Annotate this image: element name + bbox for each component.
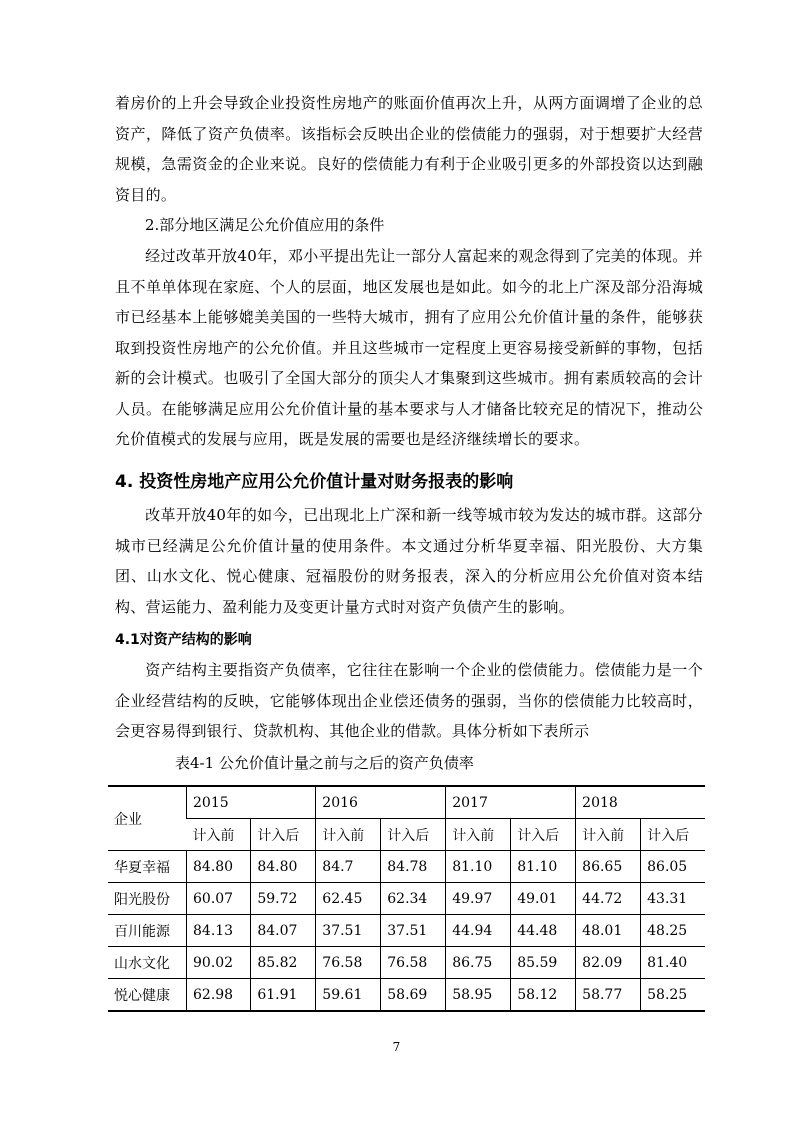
value-cell: 84.80	[187, 851, 251, 883]
value-cell: 62.45	[316, 883, 381, 915]
value-cell: 81.40	[641, 947, 705, 979]
value-cell: 84.78	[381, 851, 446, 883]
table-header-row-sub	[108, 819, 705, 851]
value-cell: 37.51	[316, 915, 381, 947]
table-row	[108, 947, 705, 979]
company-name-cell: 百川能源	[108, 915, 187, 947]
value-cell: 82.09	[576, 947, 641, 979]
value-cell: 62.98	[187, 979, 251, 1012]
table-row	[108, 915, 705, 947]
paragraph-asset-structure	[115, 655, 703, 747]
table-caption: 表4-1 公允价值计量之前与之后的资产负债率	[175, 754, 474, 772]
table-header-row-years	[108, 786, 705, 819]
value-cell: 86.65	[576, 851, 641, 883]
value-cell: 43.31	[641, 883, 705, 915]
sub-header-before: 计入前	[316, 819, 381, 851]
section-heading-4: 4. 投资性房地产应用公允价值计量对财务报表的影响	[115, 472, 514, 492]
value-cell: 84.80	[251, 851, 316, 883]
value-cell: 76.58	[316, 947, 381, 979]
value-cell: 62.34	[381, 883, 446, 915]
subheading-2: 2.部分地区满足公允价值应用的条件	[145, 216, 385, 234]
value-cell: 48.25	[641, 915, 705, 947]
value-cell: 44.94	[446, 915, 511, 947]
value-cell: 76.58	[381, 947, 446, 979]
value-cell: 61.91	[251, 979, 316, 1012]
value-cell: 81.10	[511, 851, 576, 883]
sub-header-before: 计入前	[576, 819, 641, 851]
value-cell: 58.77	[576, 979, 641, 1012]
value-cell: 59.72	[251, 883, 316, 915]
table-row	[108, 851, 705, 883]
debt-ratio-table	[108, 785, 705, 1012]
sub-header-after: 计入后	[381, 819, 446, 851]
table-corner-cell: 企业	[108, 786, 187, 851]
value-cell: 58.95	[446, 979, 511, 1012]
value-cell: 48.01	[576, 915, 641, 947]
year-header-2016: 2016	[316, 786, 446, 819]
value-cell: 84.7	[316, 851, 381, 883]
value-cell: 86.75	[446, 947, 511, 979]
company-name-cell: 悦心健康	[108, 979, 187, 1012]
section-heading-4-1: 4.1对资产结构的影响	[115, 632, 252, 648]
value-cell: 49.97	[446, 883, 511, 915]
value-cell: 58.12	[511, 979, 576, 1012]
paragraph-conditions	[115, 241, 703, 455]
company-name-cell: 山水文化	[108, 947, 187, 979]
page-number: 7	[392, 1040, 401, 1054]
value-cell: 81.10	[446, 851, 511, 883]
sub-header-before: 计入前	[187, 819, 251, 851]
sub-header-after: 计入后	[251, 819, 316, 851]
paragraph-continuation: 着房价的上升会导致企业投资性房地产的账面价值再次上升，从两方面调增了企业的总资产，降低了资产负债率。该指标会反映出企业的偿债能力的强弱，对于想要扩大经营规模，急需资金的企业来说。良好的偿债能力有利于企业吸引更多的外部投资以达到融资目的。	[115, 94, 703, 204]
paragraph-conditions-text: 经过改革开放40年，邓小平提出先让一部分人富起来的观念得到了完美的体现。并且不单单体现在家庭、个人的层面，地区发展也是如此。如今的北上广深及部分沿海城市已经基本上能够媲美美国的一些特大城市，拥有了应用公允价值计量的条件，能够获取到投资性房地产的公允价值。并且这些城市一定程度上更容易接受新鲜的事物，包括新的会计模式。也吸引了全国大部分的顶尖人才集聚到这些城市。拥有素质较高的会计人员。在能够满足应用公允价值计量的基本要求与人才储备比较充足的情况下，推动公允价值模式的发展与应用，既是发展的需要也是经济继续增长的要求。	[115, 247, 703, 448]
value-cell: 86.05	[641, 851, 705, 883]
paragraph-intro-text: 改革开放40年的如今，已出现北上广深和新一线等城市较为发达的城市群。这部分城市已经满足公允价值计量的使用条件。本文通过分析华夏幸福、阳光股份、大方集团、山水文化、悦心健康、冠福股份的财务报表，深入的分析应用公允价值对资本结构、营运能力、盈利能力及变更计量方式时对资产负债产生的影响。	[115, 506, 703, 616]
value-cell: 59.61	[316, 979, 381, 1012]
value-cell: 84.07	[251, 915, 316, 947]
table-row	[108, 883, 705, 915]
sub-header-after: 计入后	[641, 819, 705, 851]
value-cell: 90.02	[187, 947, 251, 979]
value-cell: 58.25	[641, 979, 705, 1012]
value-cell: 44.72	[576, 883, 641, 915]
year-header-2017: 2017	[446, 786, 576, 819]
paragraph-asset-structure-text: 资产结构主要指资产负债率，它往往在影响一个企业的偿债能力。偿债能力是一个企业经营结构的反映，它能够体现出企业偿还债务的强弱，当你的偿债能力比较高时，会更容易得到银行、贷款机构、其他企业的借款。具体分析如下表所示	[115, 661, 703, 740]
value-cell: 85.82	[251, 947, 316, 979]
sub-header-after: 计入后	[511, 819, 576, 851]
year-header-2015: 2015	[187, 786, 316, 819]
value-cell: 85.59	[511, 947, 576, 979]
value-cell: 84.13	[187, 915, 251, 947]
value-cell: 37.51	[381, 915, 446, 947]
company-name-cell: 华夏幸福	[108, 851, 187, 883]
paragraph-intro	[115, 500, 703, 622]
value-cell: 58.69	[381, 979, 446, 1012]
value-cell: 44.48	[511, 915, 576, 947]
company-name-cell: 阳光股份	[108, 883, 187, 915]
sub-header-before: 计入前	[446, 819, 511, 851]
year-header-2018: 2018	[576, 786, 705, 819]
value-cell: 60.07	[187, 883, 251, 915]
table-row	[108, 979, 705, 1012]
value-cell: 49.01	[511, 883, 576, 915]
